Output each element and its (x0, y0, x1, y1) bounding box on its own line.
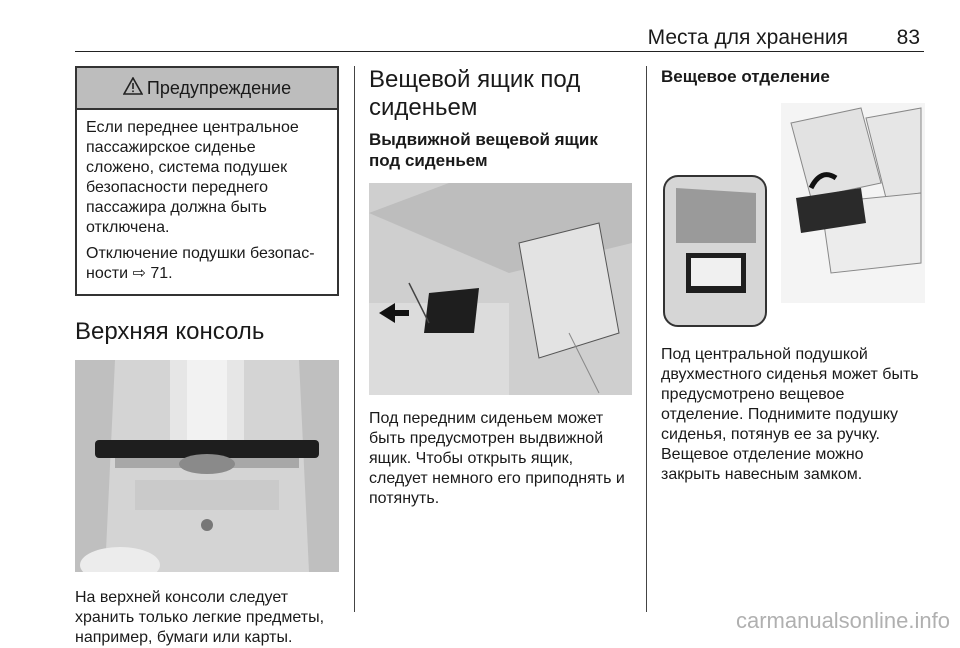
storage-compartment-image (661, 103, 925, 327)
column-left (75, 66, 339, 648)
warning-triangle-icon (123, 77, 143, 100)
under-seat-caption: Под передним сиденьем может быть предусмотрен выдвижной ящик. Чтобы открыть ящик, следует немного его приподнять и потянуть. (369, 410, 625, 507)
under-seat-heading: Вещевой ящик под сиденьем (369, 66, 581, 121)
warning-body (77, 110, 337, 294)
overhead-console-heading: Верхняя консоль (75, 318, 265, 345)
watermark: carmanualsonline.info (735, 608, 950, 633)
storage-compartment-heading: Вещевое отделение (661, 67, 830, 86)
overhead-console-image (75, 360, 339, 572)
column-right (661, 66, 925, 485)
under-seat-subheading: Выдвижной вещевой ящик под сиденьем (369, 130, 598, 170)
warning-paragraph-2 (86, 244, 328, 284)
warning-page-ref[interactable]: 71. (150, 265, 173, 282)
overhead-console-caption: На верхней консоли следует хранить только легкие предметы, например, бумаги или карты. (75, 589, 325, 646)
warning-title: Предупреждение (146, 77, 292, 98)
column-middle (369, 66, 632, 509)
warning-paragraph-1: Если переднее центральное пассажирское сиденье сложено, система подушек безопасности переднего пассажира должна быть отключена. (86, 119, 299, 236)
column-divider-1 (354, 66, 355, 612)
storage-compartment-caption: Под центральной подушкой двухместного сиденья может быть предусмотрено вещевое отделение. Поднимите подушку сиденья, потянув ее за ручку. Вещевое отделение можно закрыть навесным замком. (661, 346, 919, 483)
page-number: 83 (896, 26, 920, 49)
under-seat-drawer-image (369, 183, 632, 395)
warning-header (77, 68, 337, 110)
page-reference-arrow-icon: ⇨ (132, 265, 151, 282)
header-rule (75, 51, 924, 52)
column-divider-2 (646, 66, 647, 612)
header-title: Места для хранения (647, 26, 848, 49)
warning-paragraph-2-text: Отключение подушки безопас-ности (86, 245, 315, 282)
warning-box (75, 66, 339, 296)
